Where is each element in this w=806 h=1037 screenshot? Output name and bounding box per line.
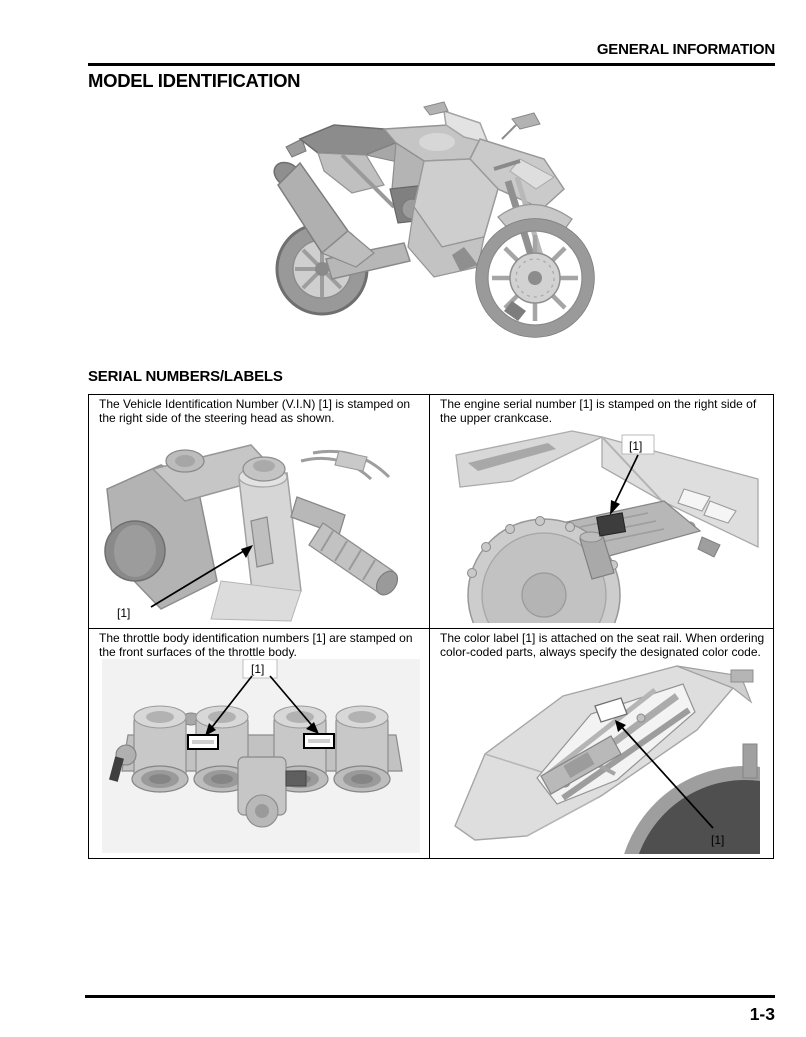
footer-rule <box>85 995 775 998</box>
page-number: 1-3 <box>749 1004 775 1024</box>
vin-caption: The Vehicle Identification Number (V.I.N) [1] is stamped on the right side of the steering head as shown. <box>99 397 411 425</box>
motorcycle-line-art <box>272 95 602 345</box>
engine-serial-caption: The engine serial number [1] is stamped on the right side of the upper crankcase. <box>440 397 757 425</box>
header-section-title: GENERAL INFORMATION <box>596 41 775 58</box>
header-rule <box>88 63 775 66</box>
table-cell-color-label <box>430 629 773 858</box>
throttle-body-caption: The throttle body identification numbers [1] are stamped on the front surfaces of the throttle body. <box>99 631 413 659</box>
vin-callout-label: [1] <box>117 606 131 620</box>
table-cell-engine-serial <box>430 395 773 629</box>
steering-head-vin-illustration <box>101 431 417 623</box>
engine-serial-callout-label: [1] <box>629 439 643 453</box>
color-label-caption: The color label [1] is attached on the seat rail. When ordering color-coded parts, always specify the designated color code. <box>440 631 765 659</box>
color-label-illustration <box>445 658 760 854</box>
motorcycle-illustration <box>272 95 602 345</box>
page-title: MODEL IDENTIFICATION <box>88 70 301 91</box>
table-cell-vin <box>89 395 430 629</box>
engine-serial-illustration <box>452 427 762 623</box>
throttle-body-illustration <box>102 659 420 855</box>
color-label-callout-label: [1] <box>711 833 725 847</box>
serial-numbers-table <box>88 394 774 859</box>
section-heading: SERIAL NUMBERS/LABELS <box>88 368 283 385</box>
table-cell-throttle-body <box>89 629 430 858</box>
throttle-body-callout-label: [1] <box>251 662 265 676</box>
